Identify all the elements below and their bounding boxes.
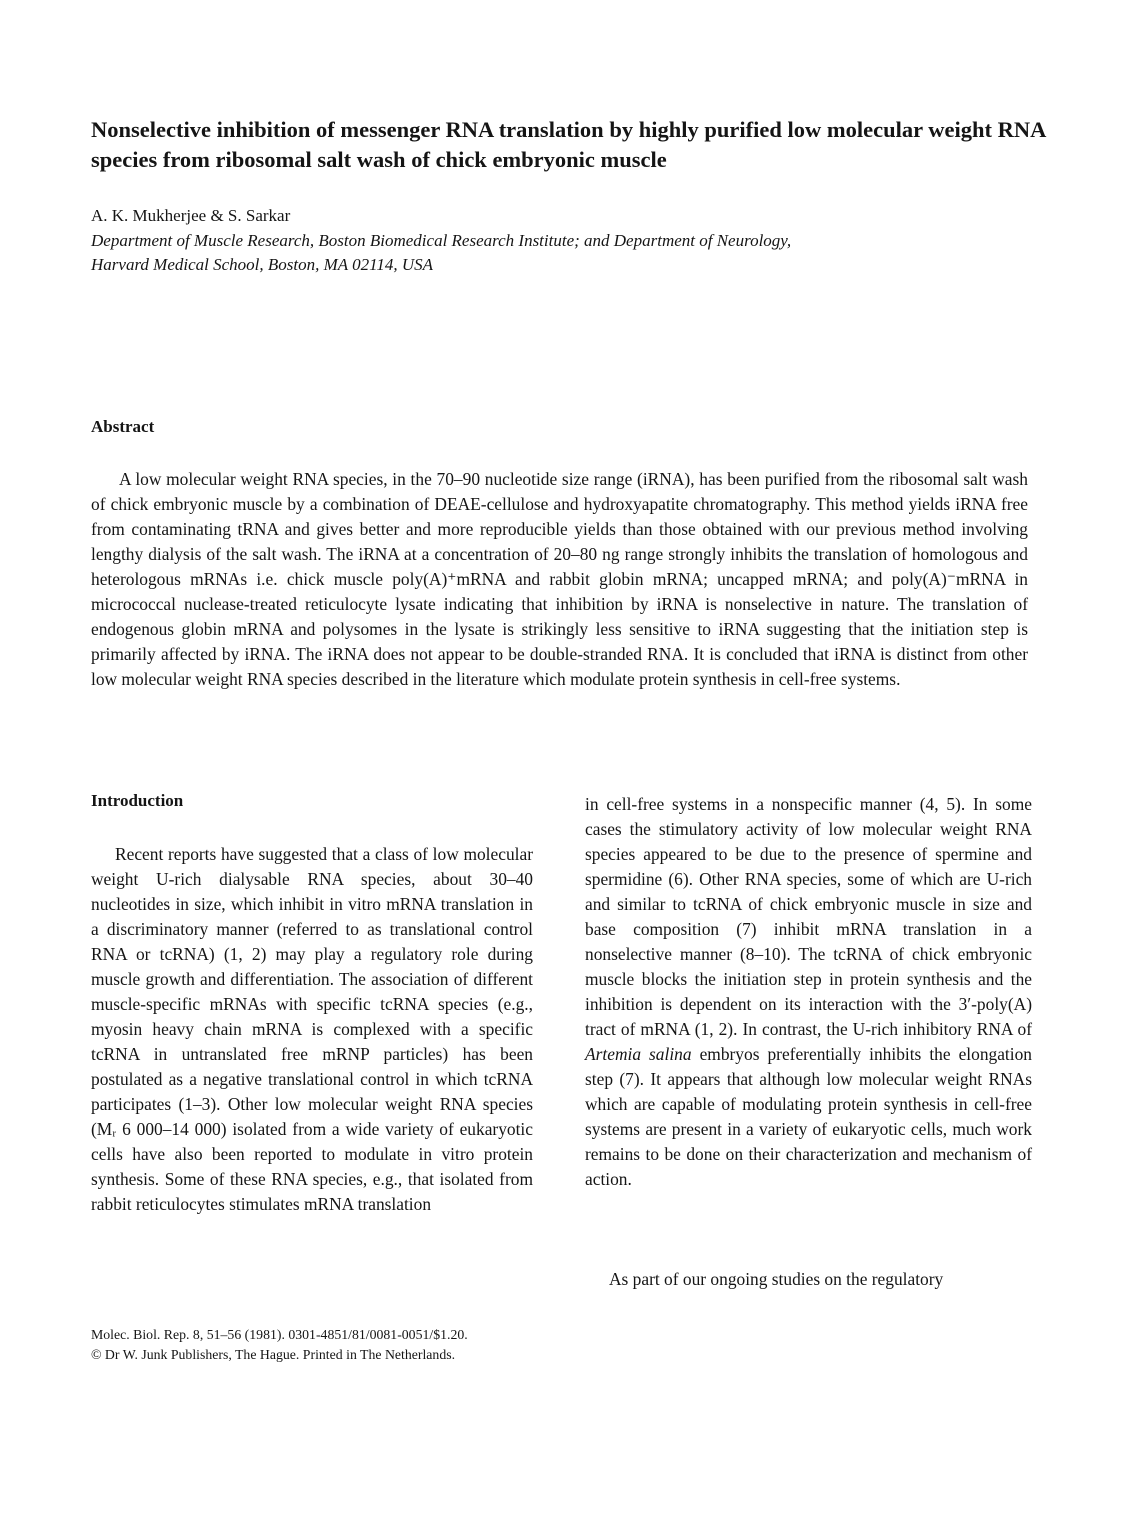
journal-footer (91, 1325, 468, 1365)
abstract-text: A low molecular weight RNA species, in the 70–90 nucleotide size range (iRNA), has been purified from the ribosomal salt wash of chick embryonic muscle by a combination of DEAE-cellulose and hydroxyapatite chromatography. This method yields iRNA free from contaminating tRNA and gives better and more reproducible yields than those obtained with our previous method involving lengthy dialysis of the salt wash. The iRNA at a concentration of 20–80 ng range strongly inhibits the translation of homologous and heterologous mRNAs i.e. chick muscle poly(A)⁺mRNA and rabbit globin mRNA; uncapped mRNA; and poly(A)⁻mRNA in micrococcal nuclease-treated reticulocyte lysate indicating that inhibition by iRNA is nonselective in nature. The translation of endogenous globin mRNA and polysomes in the lysate is strikingly less sensitive to iRNA suggesting that the initiation step is primarily affected by iRNA. The iRNA does not appear to be double-stranded RNA. It is concluded that iRNA is distinct from other low molecular weight RNA species described in the literature which modulate protein synthesis in cell-free systems. (91, 469, 1028, 689)
abstract-heading: Abstract (91, 417, 155, 436)
authors: A. K. Mukherjee & S. Sarkar (91, 206, 291, 225)
introduction-paragraph-continued: As part of our ongoing studies on the regulatory (609, 1269, 944, 1289)
introduction-paragraph-right (585, 792, 1032, 1192)
affiliation (91, 229, 1051, 277)
introduction-heading: Introduction (91, 791, 184, 810)
affiliation-line: Harvard Medical School, Boston, MA 02114, USA (91, 255, 434, 274)
body-text: embryos preferentially inhibits the elongation step (7). It appears that although low molecular weight RNAs which are capable of modulating protein synthesis in cell-free systems are present in a variety of eukaryotic cells, much work remains to be done on their characterization and mechanism of action. (585, 1044, 1032, 1189)
affiliation-line: Department of Muscle Research, Boston Biomedical Research Institute; and Department of Neurology, (91, 231, 792, 250)
species-name: Artemia salina (585, 1044, 692, 1064)
body-text: in cell-free systems in a nonspecific manner (4, 5). In some cases the stimulatory activity of low molecular weight RNA species appeared to be due to the presence of spermine and spermidine (6). Other RNA species, some of which are U-rich and similar to tcRNA of chick embryonic muscle in size and base composition (7) inhibit mRNA translation in a nonselective manner (8–10). The tcRNA of chick embryonic muscle blocks the initiation step in protein synthesis and the inhibition is dependent on its interaction with the 3′-poly(A) tract of mRNA (1, 2). In contrast, the U-rich inhibitory RNA of (585, 794, 1032, 1039)
copyright-line: © Dr W. Junk Publishers, The Hague. Printed in The Netherlands. (91, 1347, 456, 1362)
introduction-paragraph-left: Recent reports have suggested that a class of low molecular weight U-rich dialysable RNA species, about 30–40 nucleotides in size, which inhibit in vitro mRNA translation in a discriminatory manner (referred to as translational control RNA or tcRNA) (1, 2) may play a regulatory role during muscle growth and differentiation. The association of different muscle-specific mRNAs with specific tcRNA species (e.g., myosin heavy chain mRNA is complexed with a specific tcRNA in untranslated free mRNP particles) has been postulated as a negative translational control in which tcRNA participates (1–3). Other low molecular weight RNA species (Mᵣ 6 000–14 000) isolated from a wide variety of eukaryotic cells have also been reported to modulate in vitro protein synthesis. Some of these RNA species, e.g., that isolated from rabbit reticulocytes stimulates mRNA translation (91, 844, 533, 1214)
citation-line: Molec. Biol. Rep. 8, 51–56 (1981). 0301-4851/81/0081-0051/$1.20. (91, 1327, 468, 1342)
paper-title: Nonselective inhibition of messenger RNA translation by highly purified low molecular weight RNA species from ribosomal salt wash of chick embryonic muscle (91, 117, 1046, 172)
